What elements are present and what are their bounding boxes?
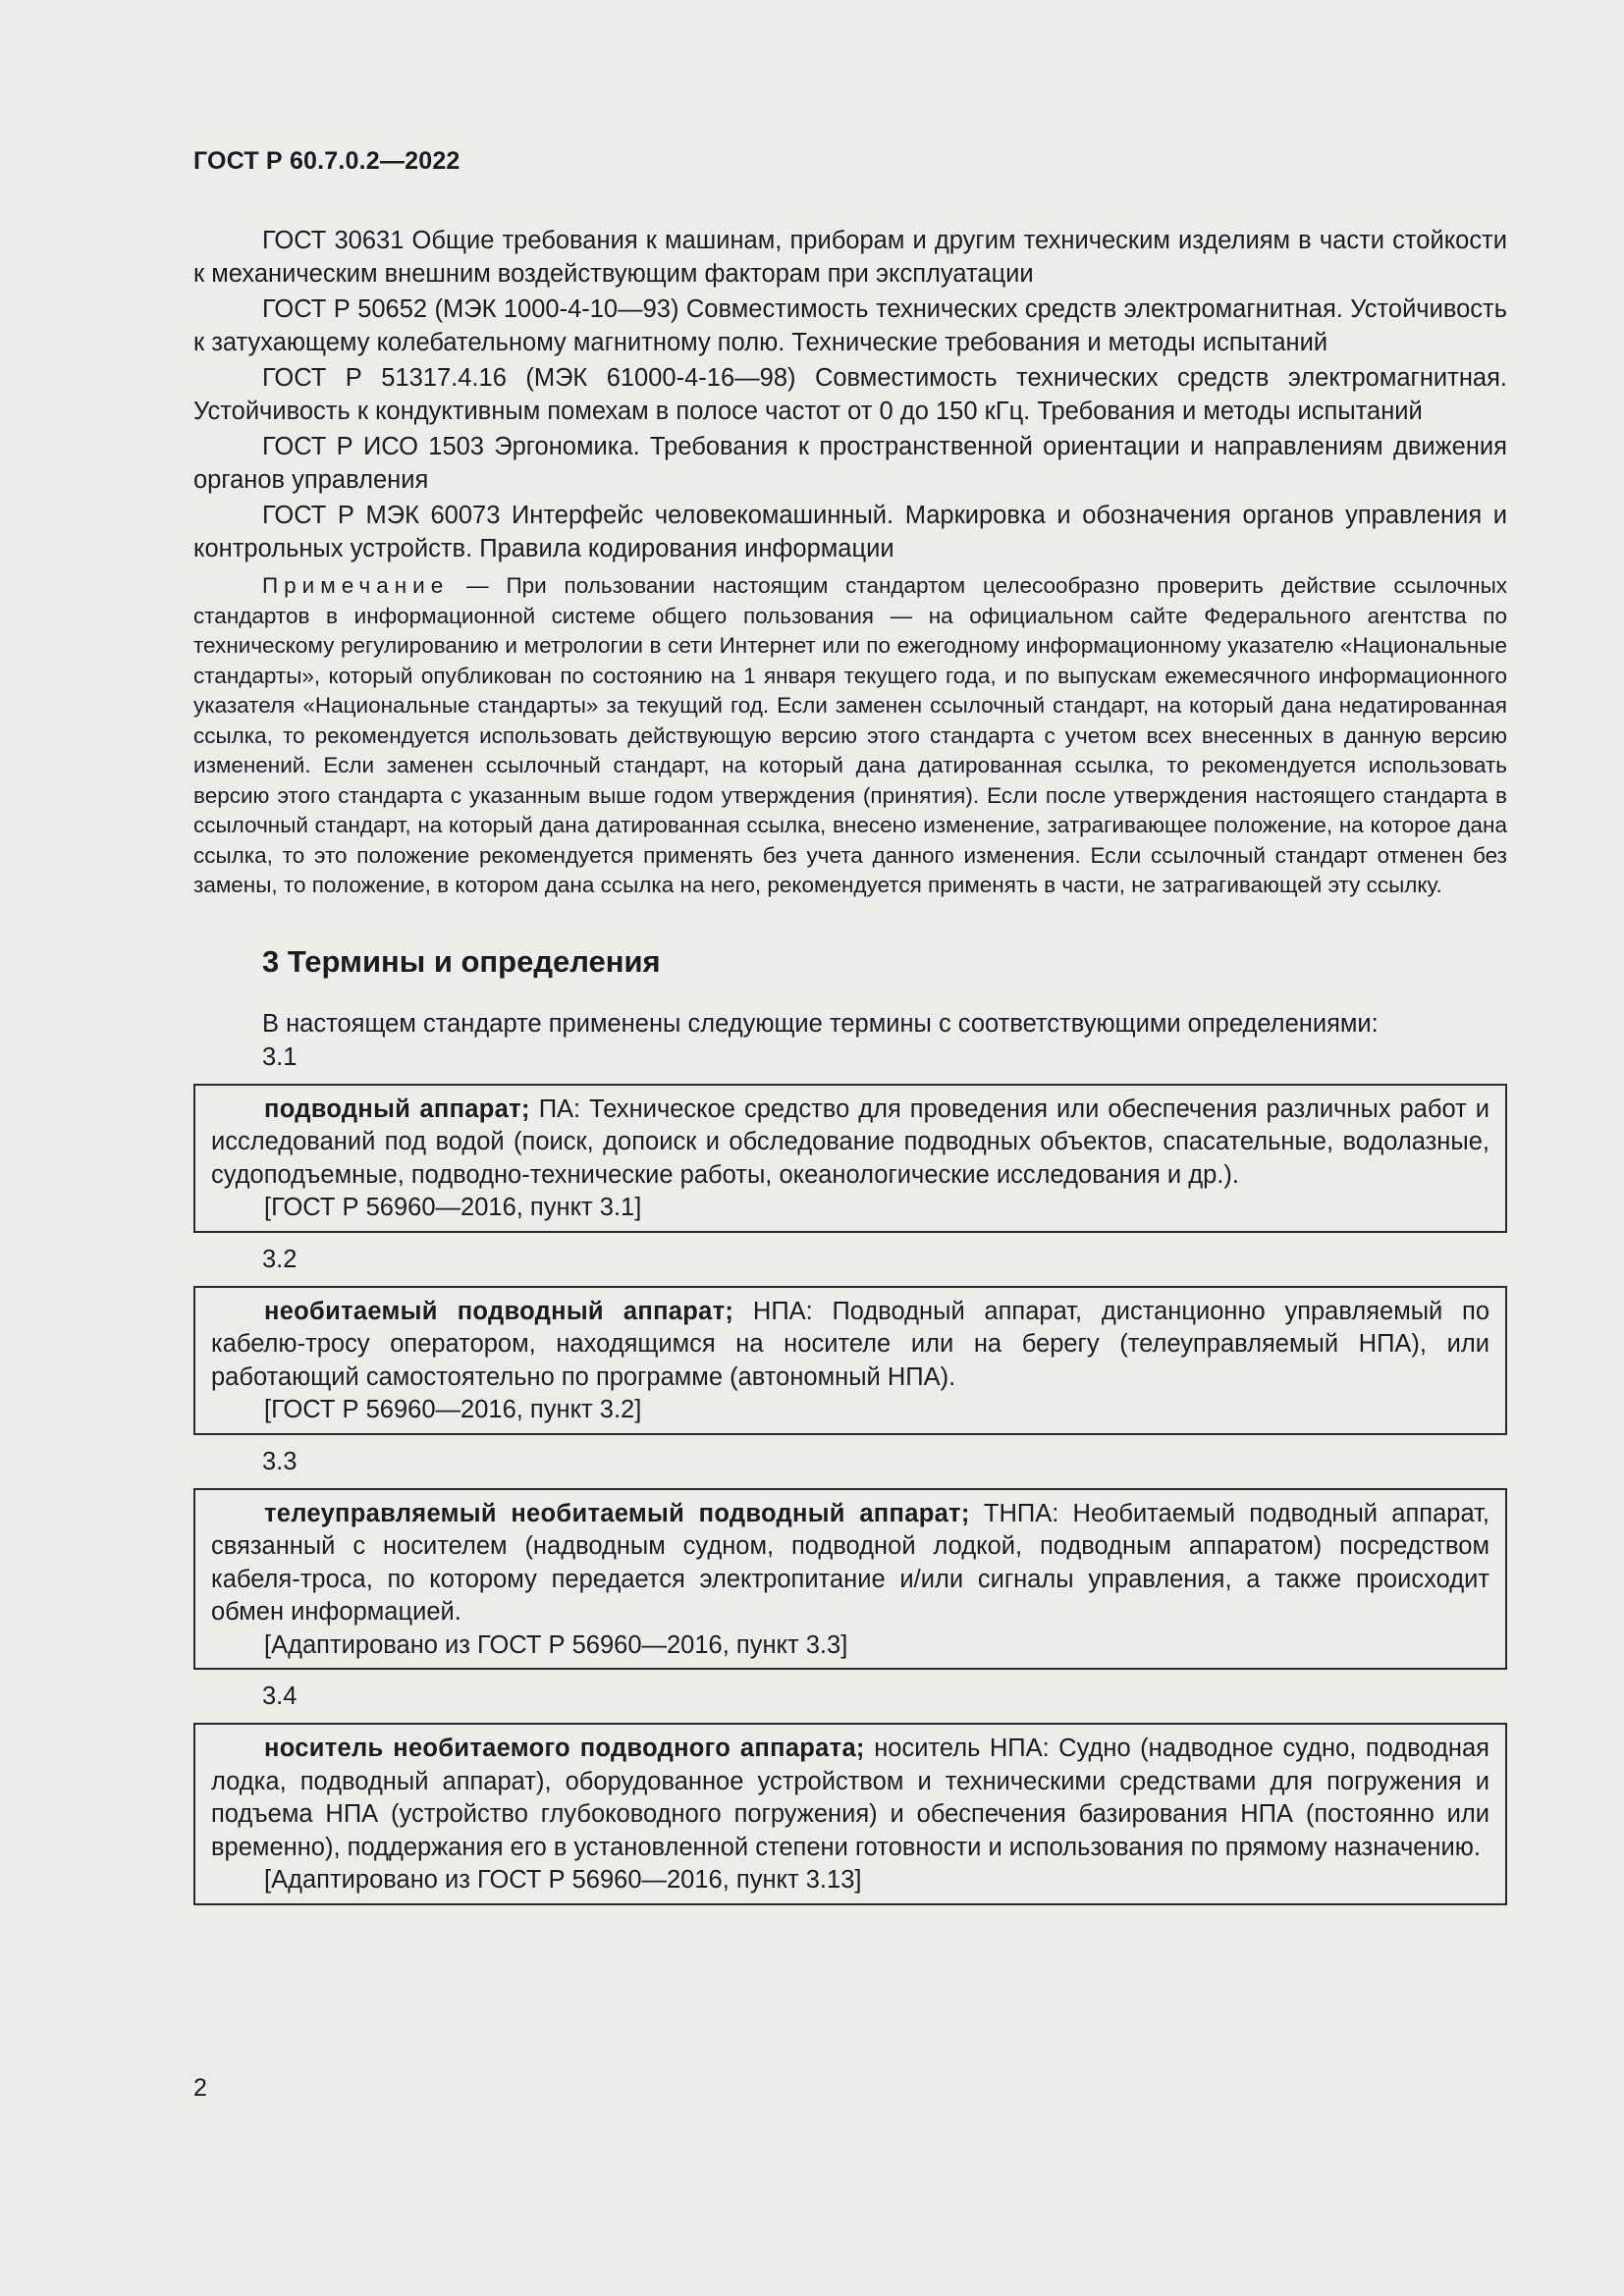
term-definition [211,1296,1489,1395]
document-body [193,224,1507,1905]
reference-entry: ГОСТ Р 51317.4.16 (МЭК 61000-4-16—98) Совместимость технических средств электромагнитная. Устойчивость к кондуктивным помехам в полосе частот от 0 до 150 кГц. Требования и методы испытаний [193,364,1507,425]
term-box [193,1723,1507,1905]
note-label: Примечание [262,573,450,598]
term-name: носитель необитаемого подводного аппарата; [264,1735,865,1762]
term-source: [Адаптировано из ГОСТ Р 56960—2016, пункт 3.3] [264,1630,848,1659]
note-text: — При пользовании настоящим стандартом целесообразно проверить действие ссылочных стандартов в информационной системе общего пользования — на официальном сайте Федерального агентства по техническому регулированию и метрологии в сети Интернет или по ежегодному информационному указателю «Национальные стандарты», который опубликован по состоянию на 1 января текущего года, и по выпускам ежемесячного информационного указателя «Национальные стандарты» за текущий год. Если заменен ссылочный стандарт, на который дана недатированная ссылка, то рекомендуется использовать действующую версию этого стандарта с учетом всех внесенных в данную версию изменений. Если заменен ссылочный стандарт, на который дана датированная ссылка, то рекомендуется использовать версию этого стандарта с указанным выше годом утверждения (принятия). Если после утверждения настоящего стандарта в ссылочный стандарт, на который дана датированная ссылка, внесено изменение, затрагивающее положение, на которое дана ссылка, то это положение рекомендуется применять без учета данного изменения. Если ссылочный стандарт отменен без замены, то положение, в котором дана ссылка на него, рекомендуется применять в части, не затрагивающей эту ссылку. [193,573,1507,897]
reference-entry: ГОСТ 30631 Общие требования к машинам, приборам и другим техническим изделиям в части стойкости к механическим внешним воздействующим факторам при эксплуатации [193,227,1507,288]
term-name: подводный аппарат; [264,1095,530,1123]
section-intro: В настоящем стандарте применены следующие термины с соответствующими определениями: [262,1009,1379,1038]
document-header: ГОСТ Р 60.7.0.2—2022 [193,147,460,175]
term-number: 3.1 [262,1042,298,1071]
reference-entry: ГОСТ Р ИСО 1503 Эргономика. Требования к пространственной ориентации и направлениям движения органов управления [193,433,1507,494]
term-source: [Адаптировано из ГОСТ Р 56960—2016, пункт 3.13] [264,1866,862,1894]
term-number: 3.3 [262,1447,298,1475]
section-title: 3 Термины и определения [262,943,661,979]
term-definition-text: НПА: Подводный аппарат, дистанционно управляемый по кабелю-тросу оператором, находящимся на носителе или на берегу (телеуправляемый НПА), или работающий самостоятельно по программе (автономный НПА). [211,1297,1489,1391]
note-paragraph [193,571,1507,901]
term-definition-text: ТНПА: Необитаемый подводный аппарат, связанный с носителем (надводным судном, подводной лодкой, подводным аппаратом) посредством кабеля-троса, по которому передается электропитание и/или сигналы управления, а также происходит обмен информацией. [211,1499,1489,1626]
term-definition-text: ПА: Техническое средство для проведения или обеспечения различных работ и исследований под водой (поиск, допоиск и обследование подводных объектов, спасательные, водолазные, судоподъемные, подводно-технические работы, океанологические исследования и др.). [211,1095,1489,1189]
term-number: 3.4 [262,1682,298,1710]
term-name: необитаемый подводный аппарат; [264,1297,734,1325]
term-definition [211,1733,1489,1864]
term-box [193,1084,1507,1233]
page-number: 2 [193,2074,207,2102]
term-definition [211,1498,1489,1629]
term-name: телеуправляемый необитаемый подводный аппарат; [264,1499,970,1527]
reference-entry: ГОСТ Р МЭК 60073 Интерфейс человекомашинный. Маркировка и обозначения органов управления и контрольных устройств. Правила кодирования информации [193,502,1507,562]
term-definition-text: носитель НПА: Судно (надводное судно, подводная лодка, подводный аппарат), оборудованное устройством и техническими средствами для погружения и подъема НПА (устройство глубоководного погружения) и обеспечения базирования НПА (постоянно или временно), поддержания его в установленной степени готовности и использования по прямому назначению. [211,1735,1489,1861]
term-number: 3.2 [262,1245,298,1273]
term-box [193,1488,1507,1671]
reference-entry: ГОСТ Р 50652 (МЭК 1000-4-10—93) Совместимость технических средств электромагнитная. Устойчивость к затухающему колебательному магнитному полю. Технические требования и методы испытаний [193,295,1507,356]
term-source: [ГОСТ Р 56960—2016, пункт 3.2] [264,1396,642,1423]
term-source: [ГОСТ Р 56960—2016, пункт 3.1] [264,1194,642,1221]
term-box [193,1286,1507,1435]
term-definition [211,1094,1489,1193]
